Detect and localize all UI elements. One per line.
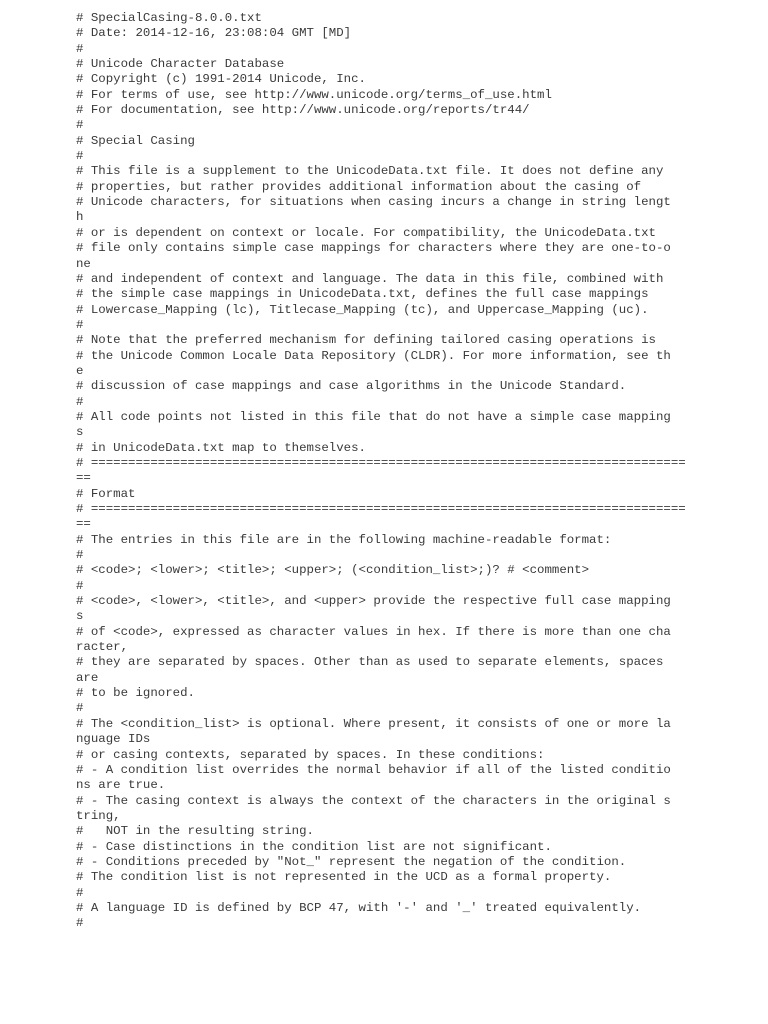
text-line: # The condition list is not represented in the UCD as a formal property. (76, 870, 612, 885)
text-line: # For documentation, see http://www.unicode.org/reports/tr44/ (76, 103, 530, 118)
text-line: # the simple case mappings in UnicodeData.txt, defines the full case mappings (76, 287, 649, 302)
text-line: are (76, 670, 99, 685)
text-line: # Lowercase_Mapping (lc), Titlecase_Mapping (tc), and Uppercase_Mapping (uc). (76, 302, 649, 317)
text-line: # For terms of use, see http://www.unicode.org/terms_of_use.html (76, 87, 552, 102)
text-line: # - The casing context is always the context of the characters in the original s (76, 793, 671, 808)
text-line: e (76, 363, 84, 378)
text-line: # of <code>, expressed as character values in hex. If there is more than one cha (76, 624, 671, 639)
text-line: # (76, 317, 84, 332)
text-line: # - A condition list overrides the normal behavior if all of the listed conditio (76, 762, 671, 777)
text-line: # or casing contexts, separated by spaces. In these conditions: (76, 747, 545, 762)
text-line: # (76, 149, 84, 164)
text-line: # discussion of case mappings and case algorithms in the Unicode Standard. (76, 379, 627, 394)
text-line: # SpecialCasing-8.0.0.txt (76, 11, 262, 25)
text-line: nguage IDs (76, 732, 151, 747)
text-line: # ================================================================================ (76, 502, 686, 516)
text-line: # <code>; <lower>; <title>; <upper>; (<condition_list>;)? # <comment> (76, 563, 590, 578)
text-line: # Date: 2014-12-16, 23:08:04 GMT [MD] (76, 26, 352, 41)
text-line: # Note that the preferred mechanism for defining tailored casing operations is (76, 333, 656, 348)
text-line: # file only contains simple case mappings for characters where they are one-to-o (76, 241, 671, 256)
text-line: # (76, 885, 84, 900)
text-line: # (76, 41, 84, 56)
text-line: # (76, 118, 84, 133)
text-line: # the Unicode Common Locale Data Repository (CLDR). For more information, see th (76, 348, 671, 363)
text-line: ne (76, 256, 91, 271)
text-line: # and independent of context and language. The data in this file, combined with (76, 271, 664, 286)
text-line: # A language ID is defined by BCP 47, with '-' and '_' treated equivalently. (76, 900, 642, 915)
text-line: # in UnicodeData.txt map to themselves. (76, 440, 366, 455)
text-line: # The entries in this file are in the following machine-readable format: (76, 532, 612, 547)
text-line: # properties, but rather provides additional information about the casing of (76, 179, 642, 194)
text-line: # or is dependent on context or locale. For compatibility, the UnicodeData.txt (76, 225, 656, 240)
text-line: ns are true. (76, 778, 166, 793)
text-line: == (76, 471, 91, 486)
text-line: # The <condition_list> is optional. Where present, it consists of one or more la (76, 716, 671, 731)
text-line: # <code>, <lower>, <title>, and <upper> provide the respective full case mapping (76, 594, 671, 609)
text-line: # Special Casing (76, 133, 195, 148)
text-line: # (76, 548, 84, 563)
text-line: # NOT in the resulting string. (76, 824, 314, 839)
text-line: # (76, 394, 84, 409)
text-line: # - Conditions preceded by "Not_" represent the negation of the condition. (76, 854, 627, 869)
text-line: # they are separated by spaces. Other than as used to separate elements, spaces (76, 655, 664, 670)
text-line: # (76, 701, 84, 716)
text-line: # (76, 916, 84, 931)
text-line: # Format (76, 486, 136, 501)
text-line: # ================================================================================ (76, 455, 686, 470)
text-line: s (76, 425, 84, 440)
text-line: # This file is a supplement to the UnicodeData.txt file. It does not define any (76, 164, 664, 179)
text-document (76, 11, 686, 932)
text-line: # Unicode Character Database (76, 57, 285, 72)
text-line: # to be ignored. (76, 686, 195, 701)
text-line: # All code points not listed in this file that do not have a simple case mapping (76, 409, 671, 424)
text-line: # Copyright (c) 1991-2014 Unicode, Inc. (76, 72, 366, 87)
text-line: tring, (76, 808, 121, 823)
text-line: # - Case distinctions in the condition list are not significant. (76, 839, 552, 854)
text-line: # Unicode characters, for situations when casing incurs a change in string lengt (76, 195, 671, 210)
text-line: h (76, 210, 84, 225)
text-line: racter, (76, 640, 129, 655)
text-line: s (76, 609, 84, 624)
text-line: == (76, 517, 91, 532)
text-line: # (76, 578, 84, 593)
